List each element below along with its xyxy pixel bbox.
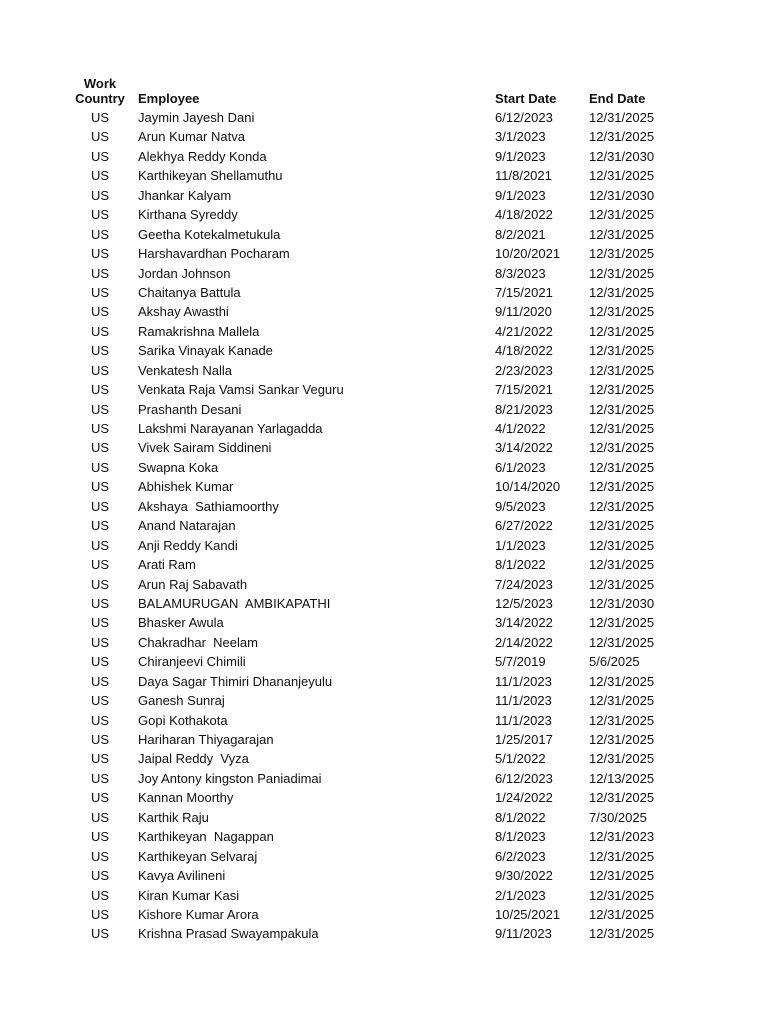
cell-end-date: 12/31/2025 xyxy=(589,110,655,125)
table-row xyxy=(0,866,768,885)
cell-end-date: 12/31/2025 xyxy=(589,634,655,650)
cell-employee: Gopi Kothakota xyxy=(138,712,228,728)
table-row xyxy=(0,205,768,224)
cell-employee: Karthik Raju xyxy=(138,809,209,825)
cell-employee: Daya Sagar Thimiri Dhananjeyulu xyxy=(138,673,333,689)
cell-end-date: 12/31/2030 xyxy=(589,595,655,611)
cell-start-date: 2/14/2022 xyxy=(495,634,553,650)
cell-end-date: 12/31/2025 xyxy=(589,284,655,300)
cell-employee: Alekhya Reddy Konda xyxy=(138,148,267,164)
cell-employee: Bhasker Awula xyxy=(138,615,224,631)
cell-work-country: US xyxy=(90,557,110,573)
cell-work-country: US xyxy=(90,732,110,747)
cell-employee: Joy Antony kingston Paniadimai xyxy=(138,770,322,786)
cell-employee: Venkata Raja Vamsi Sankar Veguru xyxy=(138,382,344,398)
header-end-date: End Date xyxy=(589,91,646,106)
cell-end-date: 12/31/2025 xyxy=(589,498,655,514)
table-row xyxy=(0,419,768,438)
cell-start-date: 6/1/2023 xyxy=(495,459,546,475)
table-row xyxy=(0,380,768,399)
cell-start-date: 2/1/2023 xyxy=(495,887,546,903)
cell-employee: Geetha Kotekalmetukula xyxy=(138,226,281,242)
cell-work-country: US xyxy=(90,110,110,125)
cell-work-country: US xyxy=(90,498,110,514)
cell-start-date: 6/12/2023 xyxy=(495,770,553,786)
cell-employee: Anji Reddy Kandi xyxy=(138,537,238,553)
cell-employee: Vivek Sairam Siddineni xyxy=(138,440,272,456)
cell-employee: Jaipal Reddy Vyza xyxy=(138,751,249,767)
cell-employee: Arun Raj Sabavath xyxy=(138,576,248,592)
cell-work-country: US xyxy=(90,207,110,223)
cell-employee: Karthikeyan Shellamuthu xyxy=(138,168,283,184)
cell-employee: Kavya Avilineni xyxy=(138,868,226,884)
cell-work-country: US xyxy=(90,537,110,553)
cell-employee: Swapna Koka xyxy=(138,459,219,475)
cell-employee: Chiranjeevi Chimili xyxy=(138,654,246,670)
cell-start-date: 7/15/2021 xyxy=(495,284,553,300)
cell-start-date: 8/2/2021 xyxy=(495,226,546,242)
cell-start-date: 11/1/2023 xyxy=(495,673,552,689)
cell-work-country: US xyxy=(90,712,110,728)
cell-work-country: US xyxy=(90,673,110,689)
cell-end-date: 12/13/2025 xyxy=(589,770,655,786)
cell-employee: BALAMURUGAN AMBIKAPATHI xyxy=(138,595,331,611)
cell-end-date: 12/31/2025 xyxy=(589,673,655,689)
cell-work-country: US xyxy=(90,421,110,436)
cell-work-country: US xyxy=(90,323,110,339)
cell-start-date: 8/1/2022 xyxy=(495,557,546,573)
cell-work-country: US xyxy=(90,284,110,300)
cell-work-country: US xyxy=(90,129,110,145)
cell-end-date: 12/31/2025 xyxy=(589,751,655,767)
cell-work-country: US xyxy=(90,343,110,359)
table-row xyxy=(0,769,768,788)
cell-work-country: US xyxy=(90,693,110,709)
cell-work-country: US xyxy=(90,362,110,378)
cell-start-date: 8/1/2023 xyxy=(495,829,546,845)
table-row xyxy=(0,749,768,768)
cell-start-date: 8/1/2022 xyxy=(495,809,546,825)
cell-start-date: 11/1/2023 xyxy=(495,693,552,709)
cell-start-date: 9/11/2020 xyxy=(495,304,552,320)
cell-start-date: 8/21/2023 xyxy=(495,401,553,417)
cell-start-date: 1/1/2023 xyxy=(495,537,546,553)
cell-employee: Lakshmi Narayanan Yarlagadda xyxy=(138,421,323,436)
cell-end-date: 12/31/2025 xyxy=(589,732,655,747)
cell-work-country: US xyxy=(90,751,110,767)
cell-start-date: 5/1/2022 xyxy=(495,751,546,767)
cell-employee: Akshaya Sathiamoorthy xyxy=(138,498,279,514)
cell-work-country: US xyxy=(90,401,110,417)
cell-start-date: 4/21/2022 xyxy=(495,323,553,339)
cell-end-date: 12/31/2025 xyxy=(589,421,655,436)
cell-start-date: 11/1/2023 xyxy=(495,712,552,728)
cell-work-country: US xyxy=(90,615,110,631)
cell-end-date: 12/31/2030 xyxy=(589,148,655,164)
cell-work-country: US xyxy=(90,829,110,845)
table-row xyxy=(0,555,768,574)
cell-employee: Abhishek Kumar xyxy=(138,479,234,495)
table-row xyxy=(0,186,768,205)
cell-employee: Karthikeyan Nagappan xyxy=(138,829,274,845)
cell-employee: Chaitanya Battula xyxy=(138,284,241,300)
cell-end-date: 12/31/2025 xyxy=(589,557,655,573)
cell-end-date: 12/31/2025 xyxy=(589,129,655,145)
table-row xyxy=(0,302,768,321)
cell-start-date: 10/25/2021 xyxy=(495,906,561,922)
cell-end-date: 12/31/2025 xyxy=(589,168,655,184)
cell-start-date: 5/7/2019 xyxy=(495,654,546,670)
cell-end-date: 12/31/2025 xyxy=(589,382,655,398)
cell-work-country: US xyxy=(90,887,110,903)
table-row xyxy=(0,477,768,496)
cell-start-date: 3/1/2023 xyxy=(495,129,546,145)
cell-end-date: 12/31/2025 xyxy=(589,226,655,242)
cell-start-date: 12/5/2023 xyxy=(495,595,553,611)
cell-employee: Jordan Johnson xyxy=(138,265,231,281)
cell-start-date: 8/3/2023 xyxy=(495,265,546,281)
table-row xyxy=(0,244,768,263)
cell-employee: Arun Kumar Natva xyxy=(138,129,245,145)
cell-employee: Jhankar Kalyam xyxy=(138,187,232,203)
table-row xyxy=(0,730,768,749)
table-row xyxy=(0,322,768,341)
table-row xyxy=(0,672,768,691)
cell-work-country: US xyxy=(90,187,110,203)
cell-start-date: 7/24/2023 xyxy=(495,576,553,592)
cell-work-country: US xyxy=(90,479,110,495)
cell-end-date: 12/31/2025 xyxy=(589,459,655,475)
cell-employee: Karthikeyan Selvaraj xyxy=(138,848,258,864)
cell-end-date: 12/31/2025 xyxy=(589,246,655,262)
table-row xyxy=(0,341,768,360)
cell-start-date: 7/15/2021 xyxy=(495,382,553,398)
cell-work-country: US xyxy=(90,654,110,670)
cell-end-date: 12/31/2025 xyxy=(589,518,655,534)
cell-end-date: 12/31/2025 xyxy=(589,440,655,456)
cell-employee: Arati Ram xyxy=(138,557,196,573)
table-row xyxy=(0,283,768,302)
cell-work-country: US xyxy=(90,440,110,456)
cell-start-date: 9/1/2023 xyxy=(495,148,546,164)
cell-end-date: 12/31/2025 xyxy=(589,868,655,884)
cell-work-country: US xyxy=(90,868,110,884)
cell-end-date: 12/31/2025 xyxy=(589,265,655,281)
cell-start-date: 3/14/2022 xyxy=(495,440,553,456)
cell-work-country: US xyxy=(90,518,110,534)
cell-work-country: US xyxy=(90,148,110,164)
table-row xyxy=(0,788,768,807)
cell-start-date: 10/14/2020 xyxy=(495,479,561,495)
cell-end-date: 12/31/2025 xyxy=(589,343,655,359)
table-row xyxy=(0,264,768,283)
table-row xyxy=(0,594,768,613)
cell-start-date: 4/18/2022 xyxy=(495,343,553,359)
table-row xyxy=(0,575,768,594)
cell-work-country: US xyxy=(90,848,110,864)
cell-work-country: US xyxy=(90,304,110,320)
cell-end-date: 12/31/2025 xyxy=(589,576,655,592)
table-row xyxy=(0,127,768,146)
cell-employee: Jaymin Jayesh Dani xyxy=(138,110,255,125)
cell-end-date: 12/31/2025 xyxy=(589,207,655,223)
cell-work-country: US xyxy=(90,906,110,922)
cell-employee: Kannan Moorthy xyxy=(138,790,234,806)
cell-start-date: 10/20/2021 xyxy=(495,246,561,262)
header-employee: Employee xyxy=(138,91,200,106)
table-row xyxy=(0,847,768,866)
table-row xyxy=(0,691,768,710)
table-row xyxy=(0,827,768,846)
cell-start-date: 2/23/2023 xyxy=(495,362,553,378)
cell-start-date: 9/11/2023 xyxy=(495,926,552,942)
table-row xyxy=(0,400,768,419)
cell-end-date: 12/31/2025 xyxy=(589,848,655,864)
cell-work-country: US xyxy=(90,634,110,650)
cell-work-country: US xyxy=(90,790,110,806)
cell-start-date: 6/12/2023 xyxy=(495,110,553,125)
cell-employee: Akshay Awasthi xyxy=(138,304,229,320)
header-work-country: Work Country xyxy=(75,76,125,106)
table-row xyxy=(0,108,768,127)
table-body xyxy=(0,108,768,944)
cell-end-date: 12/31/2025 xyxy=(589,537,655,553)
cell-work-country: US xyxy=(90,382,110,398)
cell-start-date: 1/25/2017 xyxy=(495,732,553,747)
cell-employee: Harshavardhan Pocharam xyxy=(138,246,290,262)
cell-start-date: 6/2/2023 xyxy=(495,848,546,864)
cell-employee: Krishna Prasad Swayampakula xyxy=(138,926,319,942)
cell-employee: Sarika Vinayak Kanade xyxy=(138,343,273,359)
cell-start-date: 3/14/2022 xyxy=(495,615,553,631)
table-row xyxy=(0,497,768,516)
table-row xyxy=(0,147,768,166)
cell-employee: Kishore Kumar Arora xyxy=(138,906,259,922)
cell-work-country: US xyxy=(90,926,110,942)
table-row xyxy=(0,886,768,905)
cell-end-date: 12/31/2025 xyxy=(589,926,655,942)
cell-end-date: 12/31/2025 xyxy=(589,479,655,495)
cell-work-country: US xyxy=(90,770,110,786)
cell-start-date: 11/8/2021 xyxy=(495,168,552,184)
cell-end-date: 12/31/2030 xyxy=(589,187,655,203)
table-row xyxy=(0,808,768,827)
table-row xyxy=(0,361,768,380)
cell-end-date: 12/31/2025 xyxy=(589,615,655,631)
cell-end-date: 12/31/2025 xyxy=(589,362,655,378)
cell-employee: Kiran Kumar Kasi xyxy=(138,887,240,903)
table-row xyxy=(0,516,768,535)
cell-start-date: 9/5/2023 xyxy=(495,498,546,514)
cell-start-date: 1/24/2022 xyxy=(495,790,553,806)
table-row xyxy=(0,166,768,185)
cell-employee: Prashanth Desani xyxy=(138,401,242,417)
cell-end-date: 12/31/2025 xyxy=(589,323,655,339)
table-row xyxy=(0,613,768,632)
cell-end-date: 12/31/2025 xyxy=(589,790,655,806)
table-row xyxy=(0,458,768,477)
cell-work-country: US xyxy=(90,459,110,475)
cell-start-date: 9/30/2022 xyxy=(495,868,553,884)
table-row xyxy=(0,225,768,244)
cell-end-date: 7/30/2025 xyxy=(589,809,647,825)
cell-employee: Ganesh Sunraj xyxy=(138,693,225,709)
cell-employee: Hariharan Thiyagarajan xyxy=(138,732,274,747)
cell-work-country: US xyxy=(90,168,110,184)
table-row xyxy=(0,652,768,671)
table-row xyxy=(0,905,768,924)
table-row xyxy=(0,633,768,652)
cell-employee: Anand Natarajan xyxy=(138,518,236,534)
cell-end-date: 12/31/2025 xyxy=(589,693,655,709)
cell-employee: Chakradhar Neelam xyxy=(138,634,258,650)
cell-end-date: 12/31/2025 xyxy=(589,712,655,728)
cell-work-country: US xyxy=(90,265,110,281)
cell-end-date: 12/31/2025 xyxy=(589,401,655,417)
cell-work-country: US xyxy=(90,246,110,262)
cell-end-date: 12/31/2023 xyxy=(589,829,655,845)
cell-start-date: 4/1/2022 xyxy=(495,421,546,436)
cell-end-date: 5/6/2025 xyxy=(589,654,640,670)
cell-employee: Kirthana Syreddy xyxy=(138,207,238,223)
table-row xyxy=(0,438,768,457)
cell-employee: Ramakrishna Mallela xyxy=(138,323,260,339)
cell-end-date: 12/31/2025 xyxy=(589,906,655,922)
cell-end-date: 12/31/2025 xyxy=(589,887,655,903)
cell-work-country: US xyxy=(90,226,110,242)
cell-work-country: US xyxy=(90,576,110,592)
table-row xyxy=(0,711,768,730)
cell-start-date: 4/18/2022 xyxy=(495,207,553,223)
header-start-date: Start Date xyxy=(495,91,557,106)
cell-work-country: US xyxy=(90,595,110,611)
cell-employee: Venkatesh Nalla xyxy=(138,362,232,378)
cell-work-country: US xyxy=(90,809,110,825)
table-row xyxy=(0,924,768,943)
cell-end-date: 12/31/2025 xyxy=(589,304,655,320)
cell-start-date: 9/1/2023 xyxy=(495,187,546,203)
cell-start-date: 6/27/2022 xyxy=(495,518,553,534)
table-row xyxy=(0,536,768,555)
